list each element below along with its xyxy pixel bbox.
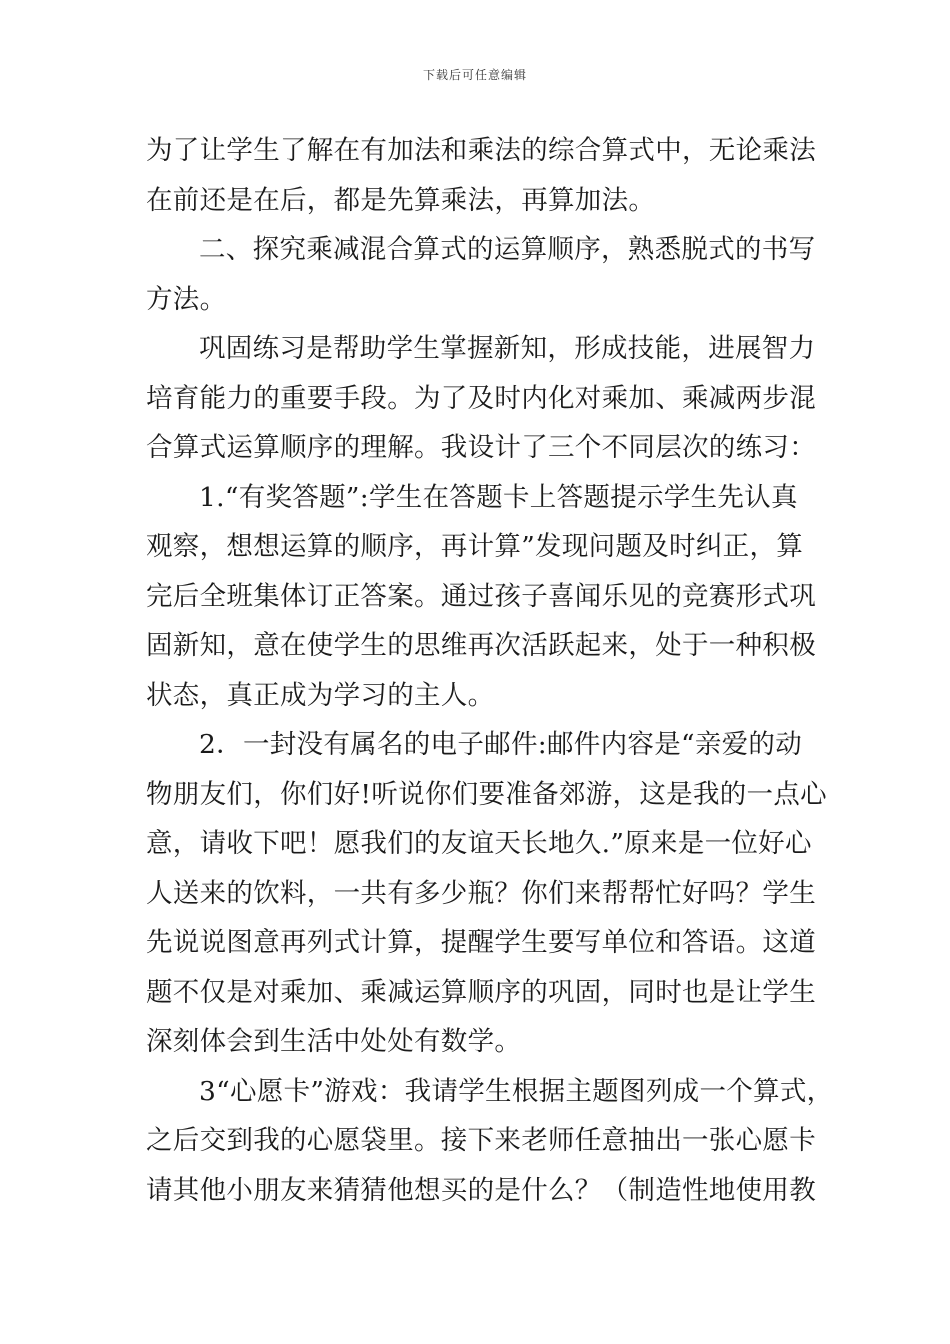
text-line: 1.“有奖答题”:学生在答题卡上答题提示学生先认真	[199, 481, 798, 513]
text-line: 深刻体会到生活中处处有数学。	[146, 1026, 522, 1057]
text-line: 合算式运算顺序的理解。我设计了三个不同层次的练习：	[146, 432, 816, 463]
text-line: 固新知，意在使学生的思维再次活跃起来，处于一种积极	[146, 630, 816, 661]
text-line: 完后全班集体订正答案。通过孩子喜闻乐见的竞赛形式巩	[146, 580, 816, 612]
text-line: 巩固练习是帮助学生掌握新知，形成技能，进展智力	[199, 333, 816, 364]
text-line: 观察，想想运算的顺序，再计算”发现问题及时纠正，算	[146, 531, 804, 562]
text-line: 先说说图意再列式计算，提醒学生要写单位和答语。这道	[146, 927, 816, 958]
paragraph	[146, 324, 816, 473]
text-line: 状态，真正成为学习的主人。	[146, 679, 495, 711]
text-line: 方法。	[146, 283, 227, 315]
text-line: 物朋友们，你们好!听说你们要准备郊游，这是我的一点心	[146, 778, 827, 810]
paragraph	[146, 126, 816, 225]
text-line: 为了让学生了解在有加法和乘法的综合算式中，无论乘法	[146, 135, 816, 166]
paragraph	[146, 473, 816, 721]
page-header: 下载后可任意编辑	[422, 68, 527, 82]
document-body	[146, 126, 834, 1215]
paragraph	[146, 720, 827, 1067]
paragraph	[146, 1067, 834, 1216]
text-line: 请其他小朋友来猜猜他想买的是什么？（制造性地使用教	[146, 1174, 816, 1206]
paragraph	[146, 225, 816, 324]
text-line: 二、探究乘减混合算式的运算顺序，熟悉脱式的书写	[199, 234, 816, 265]
text-line: 题不仅是对乘加、乘减运算顺序的巩固，同时也是让学生	[146, 976, 816, 1008]
text-line: 培育能力的重要手段。为了及时内化对乘加、乘减两步混	[146, 382, 816, 414]
text-line: 意，请收下吧！愿我们的友谊天长地久.”原来是一位好心	[146, 828, 812, 859]
text-line: 3“心愿卡”游戏：我请学生根据主题图列成一个算式，	[199, 1075, 834, 1107]
text-line: 2．一封没有属名的电子邮件:邮件内容是“亲爱的动	[199, 729, 803, 760]
text-line: 人送来的饮料，一共有多少瓶？你们来帮帮忙好吗？学生	[146, 877, 816, 909]
text-line: 之后交到我的心愿袋里。接下来老师任意抽出一张心愿卡	[146, 1125, 816, 1156]
text-line: 在前还是在后，都是先算乘法，再算加法。	[146, 184, 656, 216]
